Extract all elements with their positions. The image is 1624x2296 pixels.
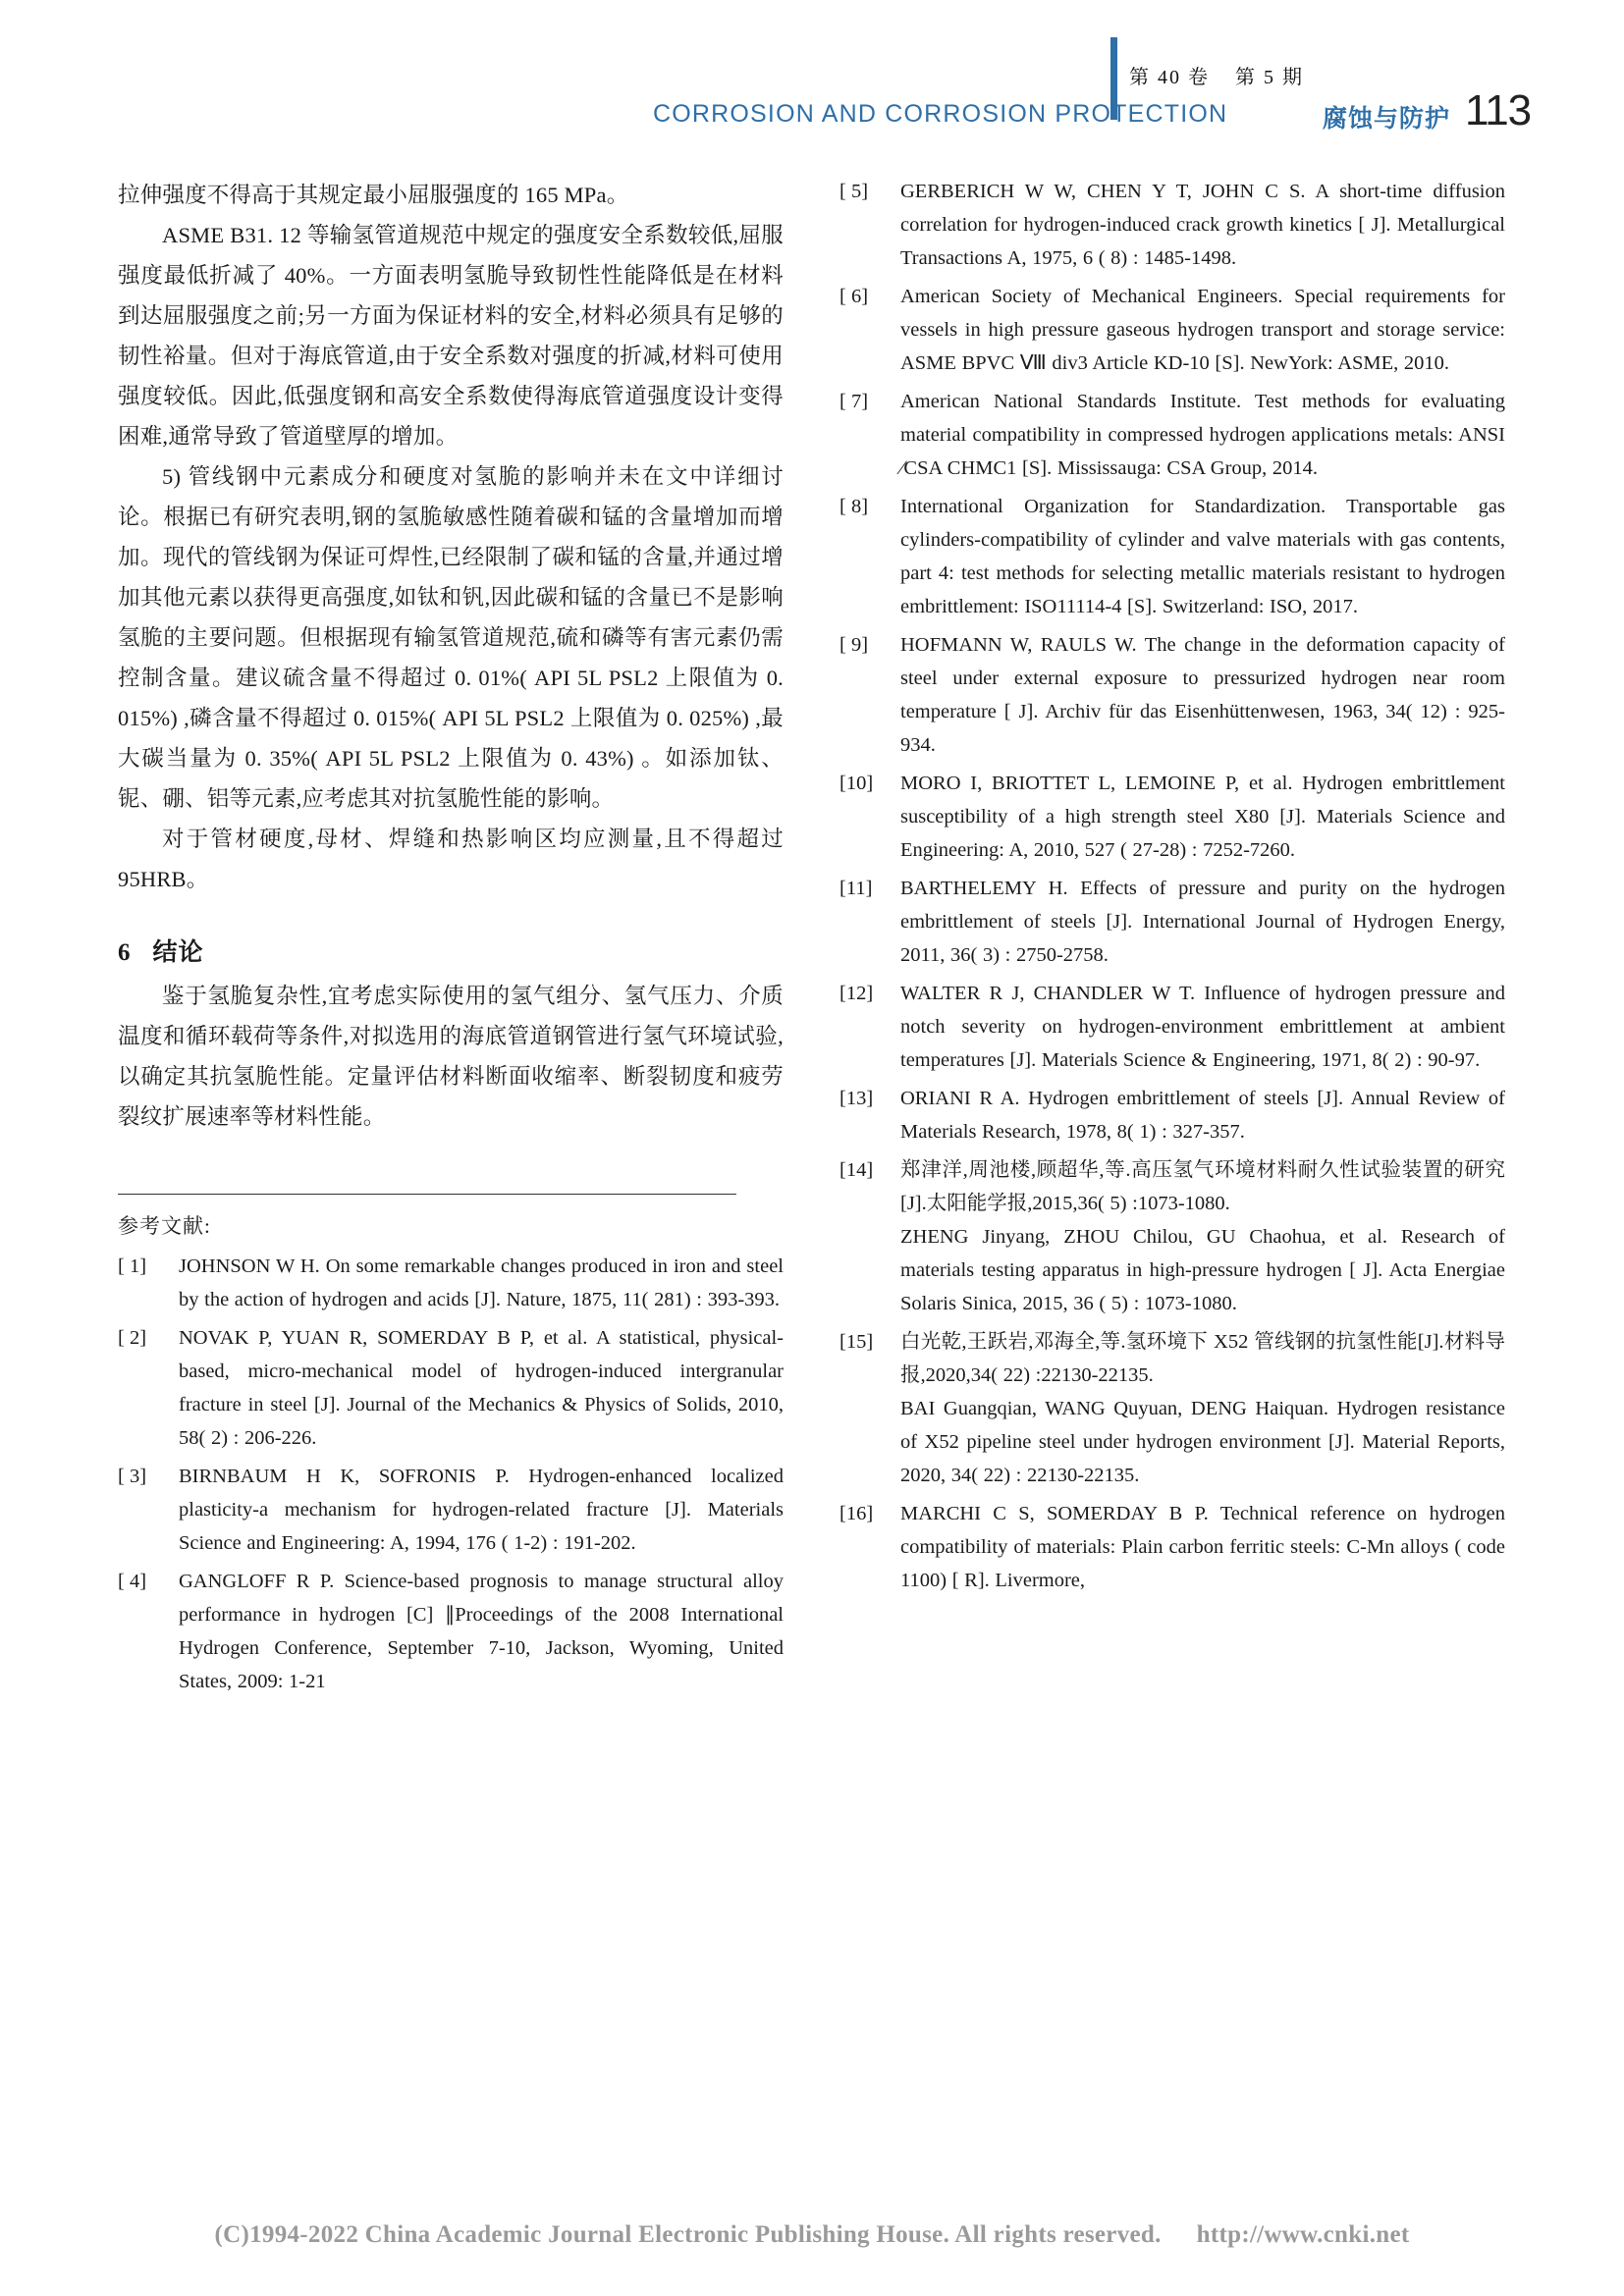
reference-text: GERBERICH W W, CHEN Y T, JOHN C S. A short-time diffusion correlation for hydrogen-induced crack growth kinetics [ J]. Metallurgical Transactions A, 1975, 6 ( 8) : 1485-1498.	[900, 181, 1505, 269]
reference-text: BARTHELEMY H. Effects of pressure and purity on the hydrogen embrittlement of steels [J]. International Journal of Hydrogen Energy, 2011, 36( 3) : 2750-2758.	[900, 878, 1505, 966]
reference-tag: [ 6]	[839, 286, 869, 307]
journal-title-en: CORROSION AND CORROSION PROTECTION	[653, 100, 1228, 128]
reference-text: ORIANI R A. Hydrogen embrittlement of steels [J]. Annual Review of Materials Research, 1978, 8( 1) : 327-357.	[900, 1088, 1505, 1143]
reference-text: American National Standards Institute. Test methods for evaluating material compatibility in compressed hydrogen applications metals: ANSI ∕CSA CHMC1 [S]. Mississauga: CSA Group, 2014.	[900, 391, 1505, 479]
reference-text: GANGLOFF R P. Science-based prognosis to manage structural alloy performance in hydrogen [C] ∥Proceedings of the 2008 International Hydrogen Conference, September 7-10, Jackson, Wyoming, United States, 2009: 1-21	[179, 1571, 784, 1692]
reference-item	[839, 280, 1505, 380]
volume-label: 第 40 卷	[1129, 67, 1210, 88]
reference-text-en: ZHENG Jinyang, ZHOU Chilou, GU Chaohua, et al. Research of materials testing apparatus in high-pressure hydrogen [ J]. Acta Energiae Solaris Sinica, 2015, 36 ( 5) : 1073-1080.	[900, 1226, 1505, 1314]
divider	[118, 1194, 736, 1195]
left-column	[118, 175, 784, 1703]
reference-item	[839, 628, 1505, 762]
reference-item	[839, 767, 1505, 867]
reference-text: HOFMANN W, RAULS W. The change in the deformation capacity of steel under external exposure to pressurized hydrogen near room temperature [ J]. Archiv für das Eisenhüttenwesen, 1963, 34( 12) : 925-934.	[900, 634, 1505, 756]
publisher-url[interactable]: http://www.cnki.net	[1196, 2221, 1410, 2248]
reference-tag: [ 7]	[839, 391, 869, 412]
reference-tag: [ 9]	[839, 634, 869, 656]
volume-issue	[1129, 61, 1304, 89]
section-number: 6	[118, 939, 132, 966]
reference-text-en: BAI Guangqian, WANG Quyuan, DENG Haiquan. Hydrogen resistance of X52 pipeline steel under hydrogen environment [J]. Material Reports, 2020, 34( 22) : 22130-22135.	[900, 1398, 1505, 1486]
copyright-text: (C)1994-2022 China Academic Journal Electronic Publishing House. All rights reserved.	[214, 2221, 1162, 2248]
reference-tag: [14]	[839, 1159, 874, 1181]
reference-text: MARCHI C S, SOMERDAY B P. Technical reference on hydrogen compatibility of materials: Plain carbon ferritic steels: C-Mn alloys ( code 1100) [ R]. Livermore,	[900, 1503, 1505, 1591]
reference-item	[118, 1321, 784, 1455]
reference-item	[839, 1497, 1505, 1597]
reference-item	[839, 385, 1505, 485]
reference-item	[118, 1460, 784, 1560]
section-title: 结论	[152, 939, 204, 966]
references-heading: 参考文献:	[118, 1214, 211, 1238]
reference-text: BIRNBAUM H K, SOFRONIS P. Hydrogen-enhanced localized plasticity-a mechanism for hydrogen-related fracture [J]. Materials Science and Engineering: A, 1994, 176 ( 1-2) : 191-202.	[179, 1466, 784, 1554]
reference-tag: [ 2]	[118, 1327, 147, 1349]
reference-text: MORO I, BRIOTTET L, LEMOINE P, et al. Hydrogen embrittlement susceptibility of a high strength steel X80 [J]. Materials Science and Engineering: A, 2010, 527 ( 27-28) : 7252-7260.	[900, 773, 1505, 861]
reference-text: JOHNSON W H. On some remarkable changes produced in iron and steel by the action of hydrogen and acids [J]. Nature, 1875, 11( 281) : 393-393.	[179, 1255, 784, 1310]
reference-item	[839, 1082, 1505, 1148]
reference-tag: [15]	[839, 1331, 874, 1353]
reference-text: International Organization for Standardization. Transportable gas cylinders-compatibility of cylinder and valve materials with gas contents, part 4: test methods for selecting metallic materials resistant to hydrogen embrittlement: ISO11114-4 [S]. Switzerland: ISO, 2017.	[900, 496, 1505, 617]
reference-item	[118, 1565, 784, 1698]
reference-tag: [ 3]	[118, 1466, 147, 1487]
reference-item	[839, 872, 1505, 972]
body-paragraph: 5) 管线钢中元素成分和硬度对氢脆的影响并未在文中详细讨论。根据已有研究表明,钢的氢脆敏感性随着碳和锰的含量增加而增加。现代的管线钢为保证可焊性,已经限制了碳和锰的含量,并通过增加其他元素以获得更高强度,如钛和钒,因此碳和锰的含量已不是影响氢脆的主要问题。但根据现有输氢管道规范,硫和磷等有害元素仍需控制含量。建议硫含量不得超过 0. 01%( API 5L PSL2 上限值为 0. 015%) ,磷含量不得超过 0. 015%( API 5L PSL2 上限值为 0. 025%) ,最大碳当量为 0. 35%( API 5L PSL2 上限值为 0. 43%) 。如添加钛、铌、硼、铝等元素,应考虑其对抗氢脆性能的影响。	[118, 464, 784, 811]
section-paragraph: 鉴于氢脆复杂性,宜考虑实际使用的氢气组分、氢气压力、介质温度和循环载荷等条件,对拟选用的海底管道钢管进行氢气环境试验,以确定其抗氢脆性能。定量评估材料断面收缩率、断裂韧度和疲劳裂纹扩展速率等材料性能。	[118, 984, 784, 1129]
reference-item	[839, 977, 1505, 1077]
section-heading	[118, 933, 784, 968]
page-number: 113	[1465, 86, 1532, 134]
body-paragraph: ASME B31. 12 等输氢管道规范中规定的强度安全系数较低,屈服强度最低折减了 40%。一方面表明氢脆导致韧性性能降低是在材料到达屈服强度之前;另一方面为保证材料的安全,材料必须具有足够的韧性裕量。但对于海底管道,由于安全系数对强度的折减,材料可使用强度较低。因此,低强度钢和高安全系数使得海底管道强度设计变得困难,通常导致了管道壁厚的增加。	[118, 223, 784, 449]
reference-tag: [13]	[839, 1088, 874, 1109]
journal-title-cn: 腐蚀与防护	[1323, 106, 1451, 133]
reference-text: WALTER R J, CHANDLER W T. Influence of hydrogen pressure and notch severity on hydrogen-environment embrittlement at ambient temperatures [J]. Materials Science & Engineering, 1971, 8( 2) : 90-97.	[900, 983, 1505, 1071]
reference-text: American Society of Mechanical Engineers. Special requirements for vessels in high pressure gaseous hydrogen transport and storage service: ASME BPVC Ⅷ div3 Article KD-10 [S]. NewYork: ASME, 2010.	[900, 286, 1505, 374]
reference-item	[839, 490, 1505, 623]
reference-item	[839, 1325, 1505, 1492]
reference-item	[839, 175, 1505, 275]
reference-tag: [10]	[839, 773, 874, 794]
reference-tag: [ 8]	[839, 496, 869, 517]
page-header	[118, 39, 1545, 147]
body-paragraph: 拉伸强度不得高于其规定最小屈服强度的 165 MPa。	[118, 183, 629, 207]
reference-tag: [16]	[839, 1503, 874, 1524]
reference-tag: [12]	[839, 983, 874, 1004]
issue-label: 第 5 期	[1235, 67, 1304, 88]
reference-text-cn: 白光乾,王跃岩,邓海全,等.氢环境下 X52 管线钢的抗氢性能[J].材料导报,2020,34( 22) :22130-22135.	[900, 1331, 1505, 1386]
body-paragraph: 对于管材硬度,母材、焊缝和热影响区均应测量,且不得超过 95HRB。	[118, 827, 784, 891]
right-column	[839, 175, 1505, 1602]
reference-text-cn: 郑津洋,周池楼,顾超华,等.高压氢气环境材料耐久性试验装置的研究[J].太阳能学报,2015,36( 5) :1073-1080.	[900, 1159, 1505, 1214]
reference-tag: [ 4]	[118, 1571, 147, 1592]
reference-tag: [ 1]	[118, 1255, 147, 1277]
reference-item	[118, 1250, 784, 1316]
reference-text: NOVAK P, YUAN R, SOMERDAY B P, et al. A statistical, physical-based, micro-mechanical model of hydrogen-induced intergranular fracture in steel [J]. Journal of the Mechanics & Physics of Solids, 2010, 58( 2) : 206-226.	[179, 1327, 784, 1449]
reference-item	[839, 1153, 1505, 1320]
reference-tag: [ 5]	[839, 181, 869, 202]
footer-copyright	[0, 2221, 1624, 2249]
reference-tag: [11]	[839, 878, 873, 899]
